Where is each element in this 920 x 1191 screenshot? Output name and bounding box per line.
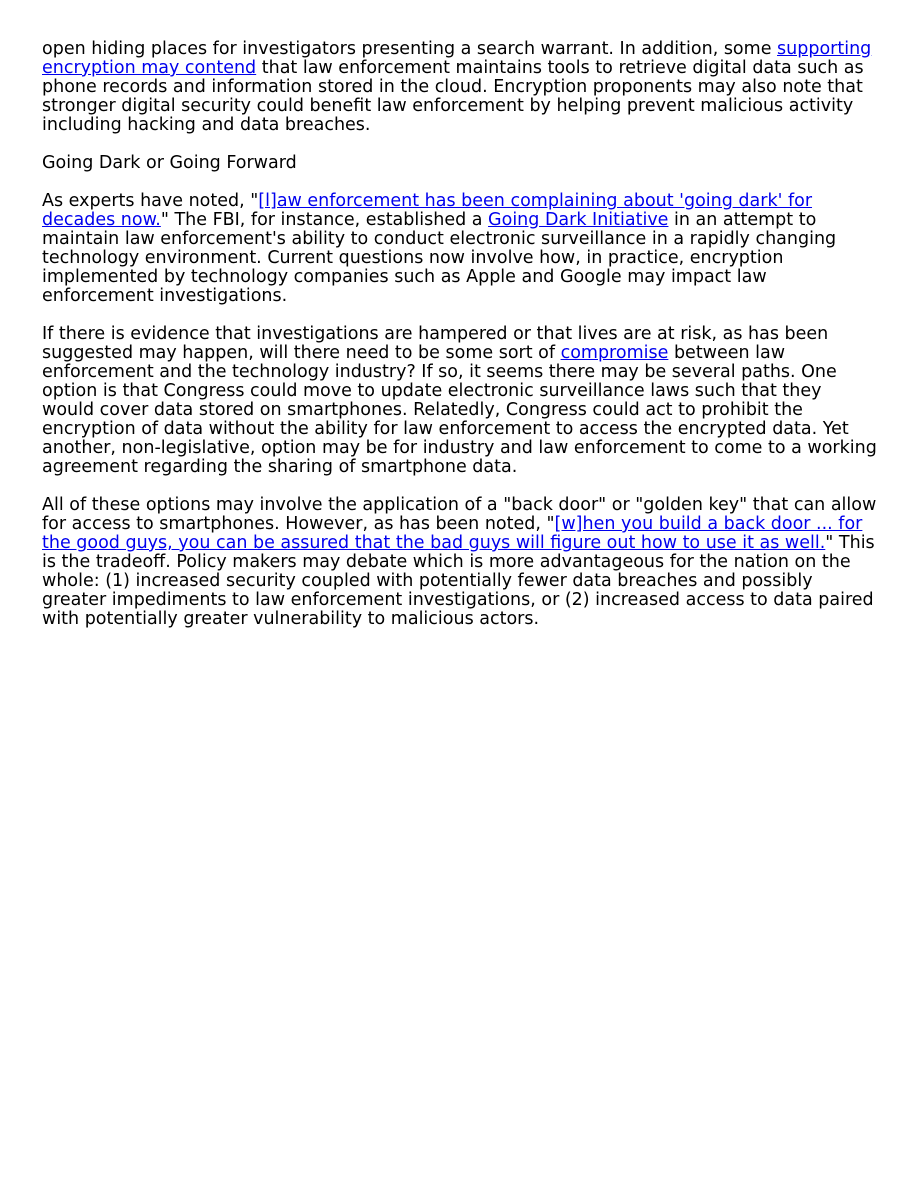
link-compromise[interactable]: compromise [560, 343, 669, 363]
paragraph-text: As experts have noted, " [42, 191, 259, 211]
paragraph-compromise [42, 325, 878, 477]
paragraph-back-door [42, 496, 878, 629]
paragraph-text: open hiding places for investigators presenting a search warrant. In addition, some [42, 39, 778, 59]
paragraph-text: " This is the tradeoff. Policy makers may debate which is more advantageous for the nation on the whole: (1) increased security coupled with potentially fewer data breaches and possibly greater impediments to law enforcement investigations, or (2) increased access to data paired with potentially greater vulnerability to malicious actors. [42, 533, 875, 629]
paragraph-encryption-proponents [42, 40, 878, 135]
paragraph-text: between law enforcement and the technology industry? If so, it seems there may be several paths. One option is that Congress could move to update electronic surveillance laws such that they would cover data stored on smartphones. Relatedly, Congress could act to prohibit the encryption of data without the ability for law enforcement to access the encrypted data. Yet another, non-legislative, option may be for industry and law enforcement to come to a working agreement regarding the sharing of smartphone data. [42, 343, 877, 477]
link-supporting-encryption[interactable]: supporting encryption may contend [42, 39, 872, 78]
paragraph-text: in an attempt to maintain law enforcement's ability to conduct electronic surveillance in a rapidly changing technology environment. Current questions now involve how, in practice, encryption implemented by technology companies such as Apple and Google may impact law enforcement investigations. [42, 210, 837, 306]
link-going-dark-initiative[interactable]: Going Dark Initiative [488, 210, 669, 230]
link-going-dark-quote[interactable]: [l]aw enforcement has been complaining about 'going dark' for decades now. [42, 191, 813, 230]
paragraph-text: If there is evidence that investigations are hampered or that lives are at risk, as has been suggested may happen, will there need to be some sort of [42, 324, 829, 363]
paragraph-text: All of these options may involve the application of a "back door" or "golden key" that can allow for access to smartphones. However, as has been noted, " [42, 495, 877, 534]
paragraph-text: " The FBI, for instance, established a [160, 210, 489, 230]
link-back-door-quote[interactable]: [w]hen you build a back door ... for the good guys, you can be assured that the bad guys will figure out how to use it as well. [42, 514, 863, 553]
paragraph-going-dark [42, 192, 878, 306]
section-heading: Going Dark or Going Forward [42, 153, 297, 173]
paragraph-text: that law enforcement maintains tools to retrieve digital data such as phone records and information stored in the cloud. Encryption proponents may also note that stronger digital security could benefit law enforcement by helping prevent malicious activity including hacking and data breaches. [42, 58, 864, 135]
